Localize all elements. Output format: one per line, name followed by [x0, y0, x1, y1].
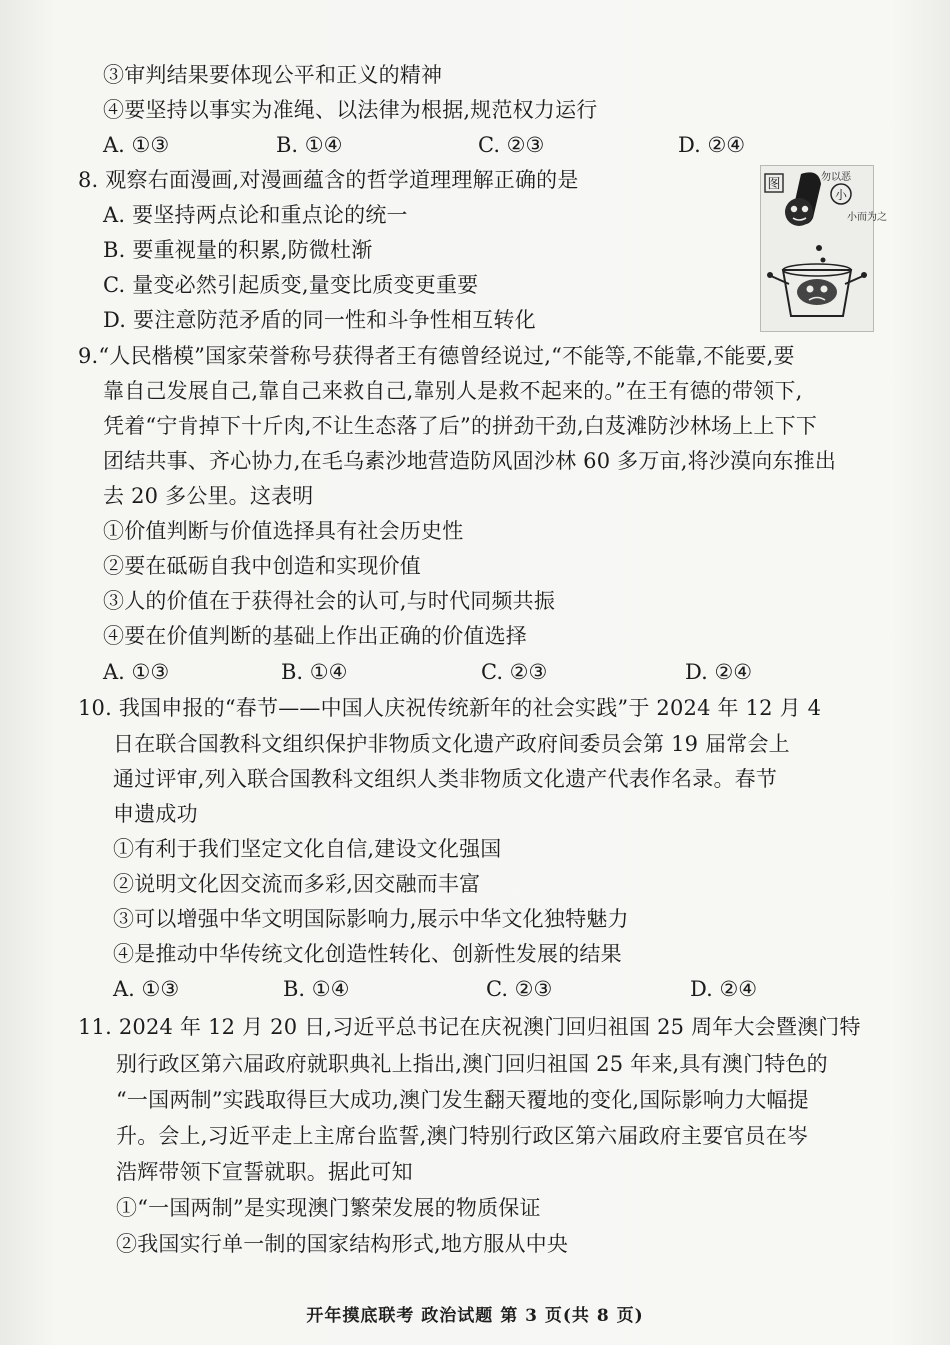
q9-choice-c: C. ②③	[481, 660, 548, 684]
q10-option-1: ①有利于我们坚定文化自信,建设文化强国	[113, 837, 502, 861]
q7-option-4: ④要坚持以事实为准绳、以法律为根据,规范权力运行	[103, 98, 598, 122]
q10-stem-line-2: 日在联合国教科文组织保护非物质文化遗产政府间委员会第 19 届常会上	[113, 732, 790, 756]
q8-option-c: C. 量变必然引起质变,量变比质变更重要	[103, 273, 479, 297]
cartoon-drawing	[761, 166, 887, 331]
q10-choice-d: D. ②④	[690, 977, 758, 1001]
q9-option-3: ③人的价值在于获得社会的认可,与时代同频共振	[103, 589, 556, 613]
q7-choice-a: A. ①③	[103, 133, 170, 157]
q9-choice-b: B. ①④	[281, 660, 348, 684]
q7-choice-d: D. ②④	[678, 133, 746, 157]
q10-choice-b: B. ①④	[283, 977, 350, 1001]
q9-choice-a: A. ①③	[103, 660, 170, 684]
q10-choice-c: C. ②③	[486, 977, 553, 1001]
q11-stem-line-3: “一国两制”实践取得巨大成功,澳门发生翻天覆地的变化,国际影响力大幅提	[116, 1088, 809, 1112]
q7-choice-b: B. ①④	[276, 133, 343, 157]
cartoon-stamp: 图	[767, 177, 781, 192]
q11-stem-line-2: 别行政区第六届政府就职典礼上指出,澳门回归祖国 25 年来,具有澳门特色的	[116, 1052, 828, 1076]
q10-stem-line-1: 10. 我国申报的“春节——中国人庆祝传统新年的社会实践”于 2024 年 12 月 4	[78, 696, 822, 720]
q8-option-a: A. 要坚持两点论和重点论的统一	[103, 203, 408, 227]
q9-option-4: ④要在价值判断的基础上作出正确的价值选择	[103, 624, 527, 648]
cartoon-top-text: 勿以恶	[821, 172, 851, 183]
q7-option-3: ③审判结果要体现公平和正义的精神	[103, 63, 443, 87]
q8-stem: 8. 观察右面漫画,对漫画蕴含的哲学道理理解正确的是	[78, 168, 579, 192]
q10-choice-a: A. ①③	[113, 977, 180, 1001]
q11-option-2: ②我国实行单一制的国家结构形式,地方服从中央	[116, 1232, 569, 1256]
q9-option-2: ②要在砥砺自我中创造和实现价值	[103, 554, 421, 578]
q8-cartoon-image	[760, 165, 887, 332]
q10-stem-line-4: 申遗成功	[113, 802, 198, 826]
q9-option-1: ①价值判断与价值选择具有社会历史性	[103, 519, 464, 543]
q10-option-4: ④是推动中华传统文化创造性转化、创新性发展的结果	[113, 942, 622, 966]
q9-choice-d: D. ②④	[685, 660, 753, 684]
q11-stem-line-4: 升。会上,习近平走上主席台监誓,澳门特别行政区第六届政府主要官员在岑	[116, 1124, 809, 1148]
page-footer: 开年摸底联考 政治试题 第 3 页(共 8 页)	[306, 1306, 644, 1326]
q10-option-3: ③可以增强中华文明国际影响力,展示中华文化独特魅力	[113, 907, 629, 931]
q9-stem-line-5: 去 20 多公里。这表明	[103, 484, 314, 508]
q9-stem-line-4: 团结共事、齐心协力,在毛乌素沙地营造防风固沙林 60 多万亩,将沙漠向东推出	[103, 449, 837, 473]
q11-stem-line-5: 浩辉带领下宣誓就职。据此可知	[116, 1160, 413, 1184]
q7-choice-c: C. ②③	[478, 133, 545, 157]
q8-option-d: D. 要注意防范矛盾的同一性和斗争性相互转化	[103, 308, 536, 332]
q9-stem-line-1: 9.“人民楷模”国家荣誉称号获得者王有德曾经说过,“不能等,不能靠,不能要,要	[78, 344, 795, 368]
q11-option-1: ①“一国两制”是实现澳门繁荣发展的物质保证	[116, 1196, 541, 1220]
q11-stem-line-1: 11. 2024 年 12 月 20 日,习近平总书记在庆祝澳门回归祖国 25 周年大会暨澳门特	[78, 1015, 861, 1039]
q9-stem-line-2: 靠自己发展自己,靠自己来救自己,靠别人是救不起来的。”在王有德的带领下,	[103, 379, 803, 403]
q10-stem-line-3: 通过评审,列入联合国教科文组织人类非物质文化遗产代表作名录。春节	[113, 767, 778, 791]
q9-stem-line-3: 凭着“宁肯掉下十斤肉,不让生态落了后”的拼劲干劲,白芨滩防沙林场上上下下	[103, 414, 818, 438]
q10-option-2: ②说明文化因交流而多彩,因交融而丰富	[113, 872, 481, 896]
q8-option-b: B. 要重视量的积累,防微杜渐	[103, 238, 373, 262]
cartoon-side-text: 小而为之	[847, 212, 887, 223]
cartoon-circle-char: 小	[834, 188, 848, 202]
